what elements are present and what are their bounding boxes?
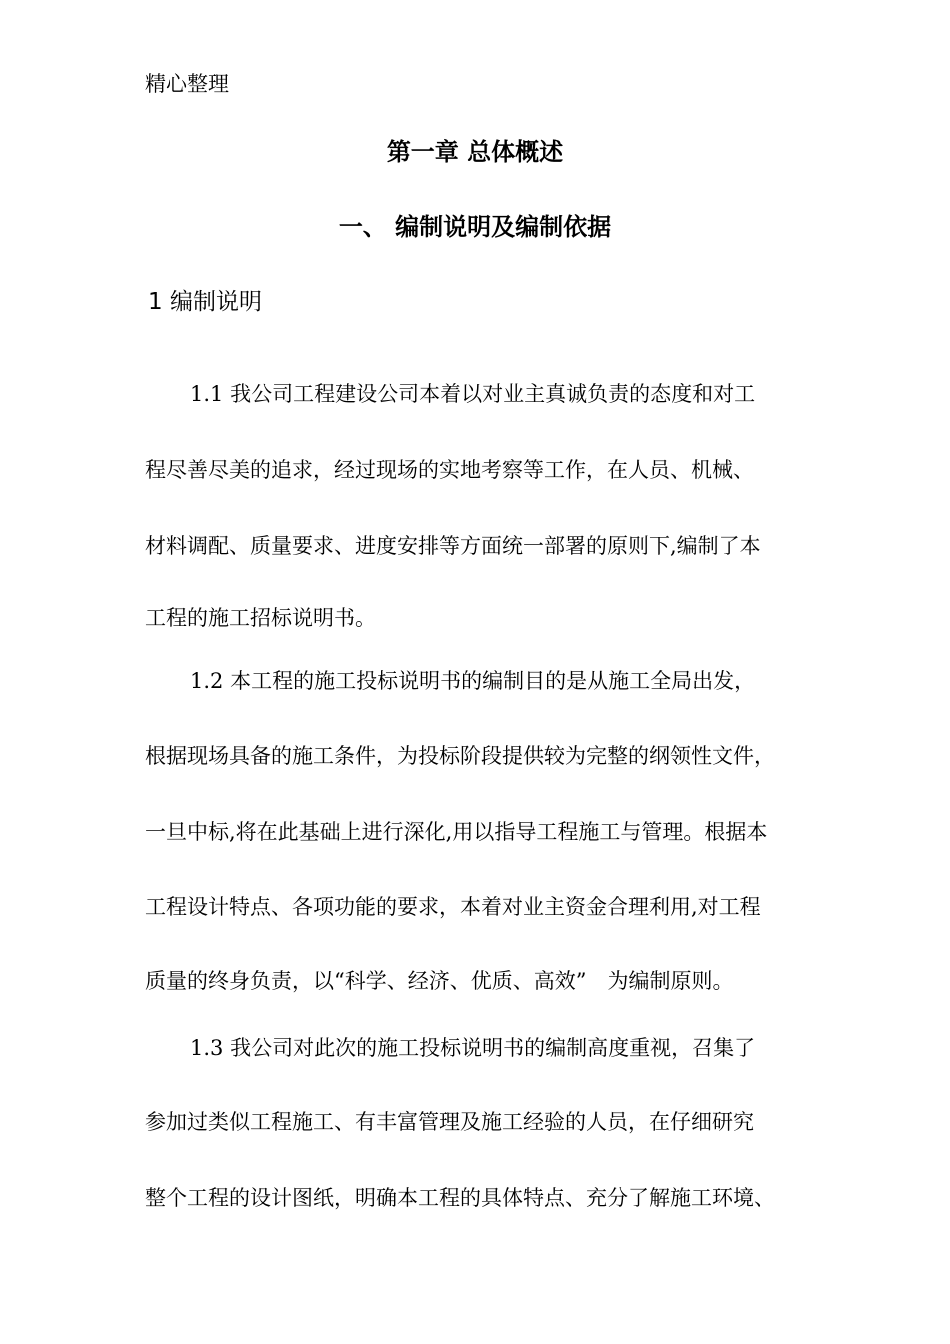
paragraph-line: 参加过类似工程施工、有丰富管理及施工经验的人员，在仔细研究 <box>145 1110 754 1134</box>
paragraph-line: 材料调配、质量要求、进度安排等方面统一部署的原则下,编制了本 <box>145 534 761 558</box>
paragraph-line: 整个工程的设计图纸，明确本工程的具体特点、充分了解施工环境、 <box>145 1186 775 1210</box>
paragraph-line: 工程设计特点、各项功能的要求，本着对业主资金合理利用,对工程 <box>145 895 761 919</box>
paragraph-line: 工程的施工招标说明书。 <box>145 606 376 630</box>
subsection-title: 1 编制说明 <box>148 289 262 315</box>
paragraph-line: 根据现场具备的施工条件，为投标阶段提供较为完整的纲领性文件， <box>145 744 775 768</box>
header-note: 精心整理 <box>145 72 229 96</box>
paragraph-line: 程尽善尽美的追求，经过现场的实地考察等工作，在人员、机械、 <box>145 458 754 482</box>
chapter-title: 第一章 总体概述 <box>386 138 564 166</box>
paragraph-line: 1.3 我公司对此次的施工投标说明书的编制高度重视，召集了 <box>190 1036 756 1060</box>
section-title: 一、 编制说明及编制依据 <box>338 213 612 241</box>
paragraph-line: 一旦中标,将在此基础上进行深化,用以指导工程施工与管理。根据本 <box>145 820 768 844</box>
paragraph-line: 1.2 本工程的施工投标说明书的编制目的是从施工全局出发， <box>190 669 756 693</box>
paragraph-line: 质量的终身负责，以“科学、经济、优质、高效” 为编制原则。 <box>145 969 734 993</box>
paragraph-line: 1.1 我公司工程建设公司本着以对业主真诚负责的态度和对工 <box>190 382 756 406</box>
